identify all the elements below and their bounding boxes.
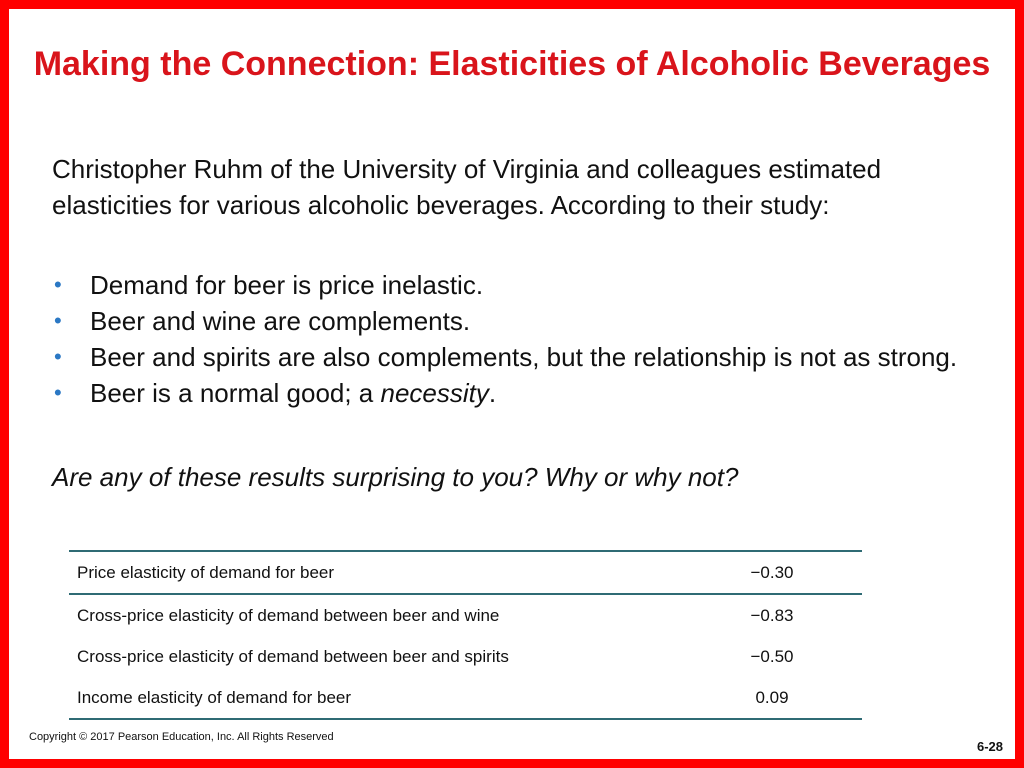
row-value: −0.30	[750, 562, 794, 582]
list-item	[52, 339, 1002, 375]
discussion-question: Are any of these results surprising to you? Why or why not?	[52, 462, 739, 492]
bullet-text: Demand for beer is price inelastic.	[90, 270, 484, 300]
bullet-text: Beer and spirits are also complements, but the relationship is not as strong.	[90, 342, 958, 372]
row-value: −0.50	[750, 646, 794, 666]
table-row	[69, 595, 862, 636]
bullet-text-prefix: Beer is a normal good; a	[90, 378, 381, 408]
bullet-text: Beer and wine are complements.	[90, 306, 471, 336]
intro-paragraph: Christopher Ruhm of the University of Virginia and colleagues estimated elasticities for various alcoholic beverages. According to their study:	[52, 154, 882, 220]
row-value: −0.83	[750, 605, 794, 625]
elasticity-table	[69, 550, 862, 720]
bullet-icon: •	[54, 380, 62, 405]
list-item	[52, 375, 1002, 411]
table-row	[69, 552, 862, 595]
bullet-text-emphasis: necessity	[380, 378, 489, 408]
row-label: Price elasticity of demand for beer	[77, 562, 335, 582]
row-label: Income elasticity of demand for beer	[77, 687, 352, 707]
copyright-notice: Copyright © 2017 Pearson Education, Inc. All Rights Reserved	[29, 731, 334, 743]
table-row	[69, 677, 862, 718]
table-row	[69, 636, 862, 677]
list-item	[52, 303, 1002, 339]
row-value: 0.09	[755, 687, 789, 707]
page-number: 6-28	[976, 739, 1003, 754]
bullet-icon: •	[54, 272, 62, 297]
findings-list	[52, 267, 1002, 411]
bullet-icon: •	[54, 308, 62, 333]
row-label: Cross-price elasticity of demand between beer and spirits	[77, 646, 509, 666]
bullet-icon: •	[54, 344, 62, 369]
slide-title: Making the Connection: Elasticities of Alcoholic Beverages	[33, 45, 991, 83]
bullet-text-suffix: .	[488, 378, 497, 408]
row-label: Cross-price elasticity of demand between beer and wine	[77, 605, 500, 625]
list-item	[52, 267, 1002, 303]
